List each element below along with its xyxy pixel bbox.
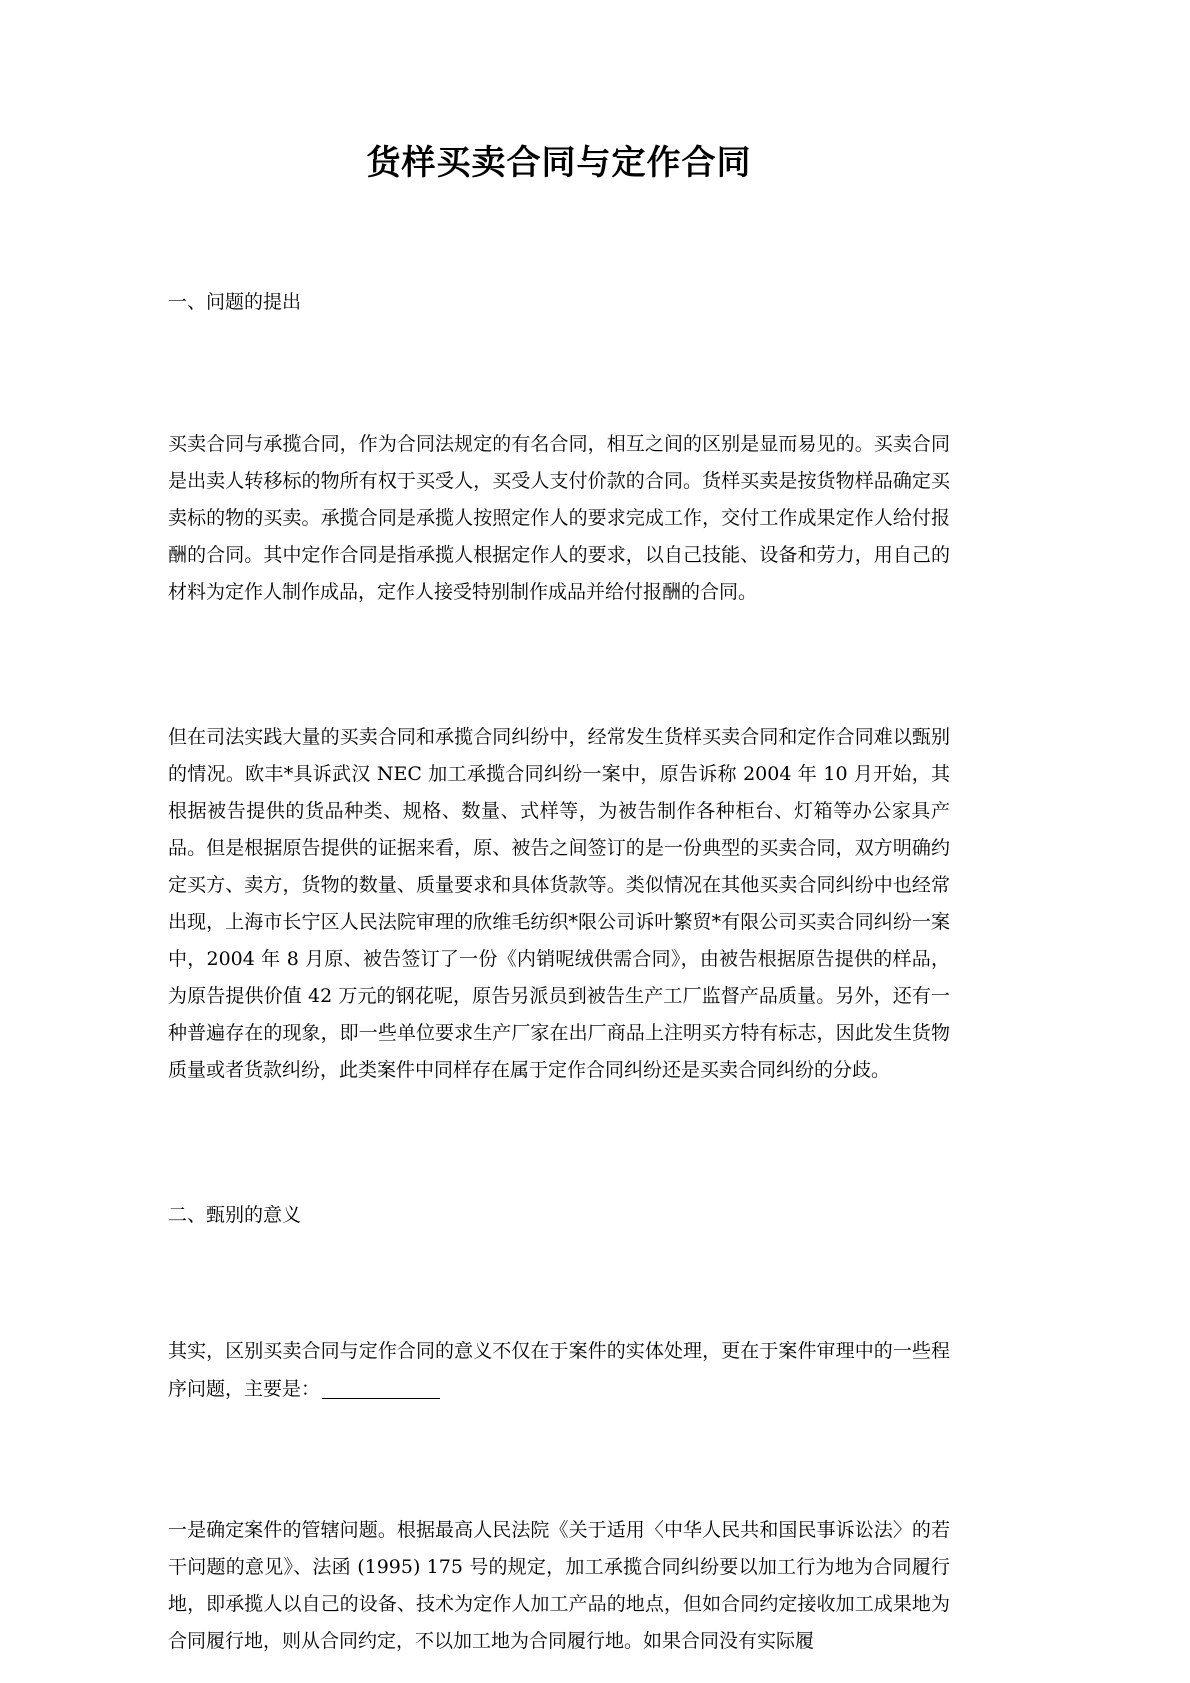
spacer [168,1408,950,1512]
fill-in-blank-line [322,1398,440,1399]
section-1-paragraph-1: 买卖合同与承揽合同，作为合同法规定的有名合同，相互之间的区别是显而易见的。买卖合同是出卖人转移标的物所有权于买受人，买受人支付价款的合同。货样买卖是按货物样品确定买卖标的物的买卖。承揽合同是承揽人按照定作人的要求完成工作，交付工作成果定作人给付报酬的合同。其中定作合同是指承揽人根据定作人的要求，以自己技能、设备和劳力，用自己的材料为定作人制作成品，定作人接受特别制作成品并给付报酬的合同。 [168,432,950,603]
spacer [168,1089,950,1197]
page-title: 货样买卖合同与定作合同 [366,143,752,183]
section-heading-2: 二、甄别的意义 [168,1204,302,1227]
spacer [168,1233,950,1333]
section-2-paragraph-1-text: 其实，区别买卖合同与定作合同的意义不仅在于案件的实体处理，更在于案件审理中的一些程序问题，主要是： [168,1340,950,1400]
section-2-paragraph-2: 一是确定案件的管辖问题。根据最高人民法院《关于适用〈中华人民共和国民事诉讼法〉的若干问题的意见》、法函 (1995) 175 号的规定，加工承揽合同纠纷要以加工行为地为合同履行地，即承揽人以自己的设备、技术为定作人加工产品的地点，但如合同约定接收加工成果地为合同履行地，则从合同约定，不以加工地为合同履行地。如果合同没有实际履 [168,1518,950,1652]
document-content [168,0,950,1660]
spacer [168,188,950,284]
section-heading-1: 一、问题的提出 [168,290,302,313]
spacer [168,611,950,719]
section-1-paragraph-2: 但在司法实践大量的买卖合同和承揽合同纠纷中，经常发生货样买卖合同和定作合同难以甄别的情况。欧丰*具诉武汉 NEC 加工承揽合同纠纷一案中，原告诉称 2004 年 10 月开始，其根据被告提供的货品种类、规格、数量、式样等，为被告制作各种柜台、灯箱等办公家具产品。但是根据原告提供的证据来看，原、被告之间签订的是一份典型的买卖合同，双方明确约定买方、卖方，货物的数量、质量要求和具体货款等。类似情况在其他买卖合同纠纷中也经常出现，上海市长宁区人民法院审理的欣维毛纺织*限公司诉叶繁贸*有限公司买卖合同纠纷一案中，2004 年 8 月原、被告签订了一份《内销呢绒供需合同》，由被告根据原告提供的样品，为原告提供价值 42 万元的钢花呢，原告另派员到被告生产工厂监督产品质量。另外，还有一种普遍存在的现象，即一些单位要求生产厂家在出厂商品上注明买方特有标志，因此发生货物质量或者货款纠纷，此类案件中同样存在属于定作合同纠纷还是买卖合同纠纷的分歧。 [168,725,950,1082]
spacer [168,320,950,426]
section-2-paragraph-1 [168,1333,950,1407]
